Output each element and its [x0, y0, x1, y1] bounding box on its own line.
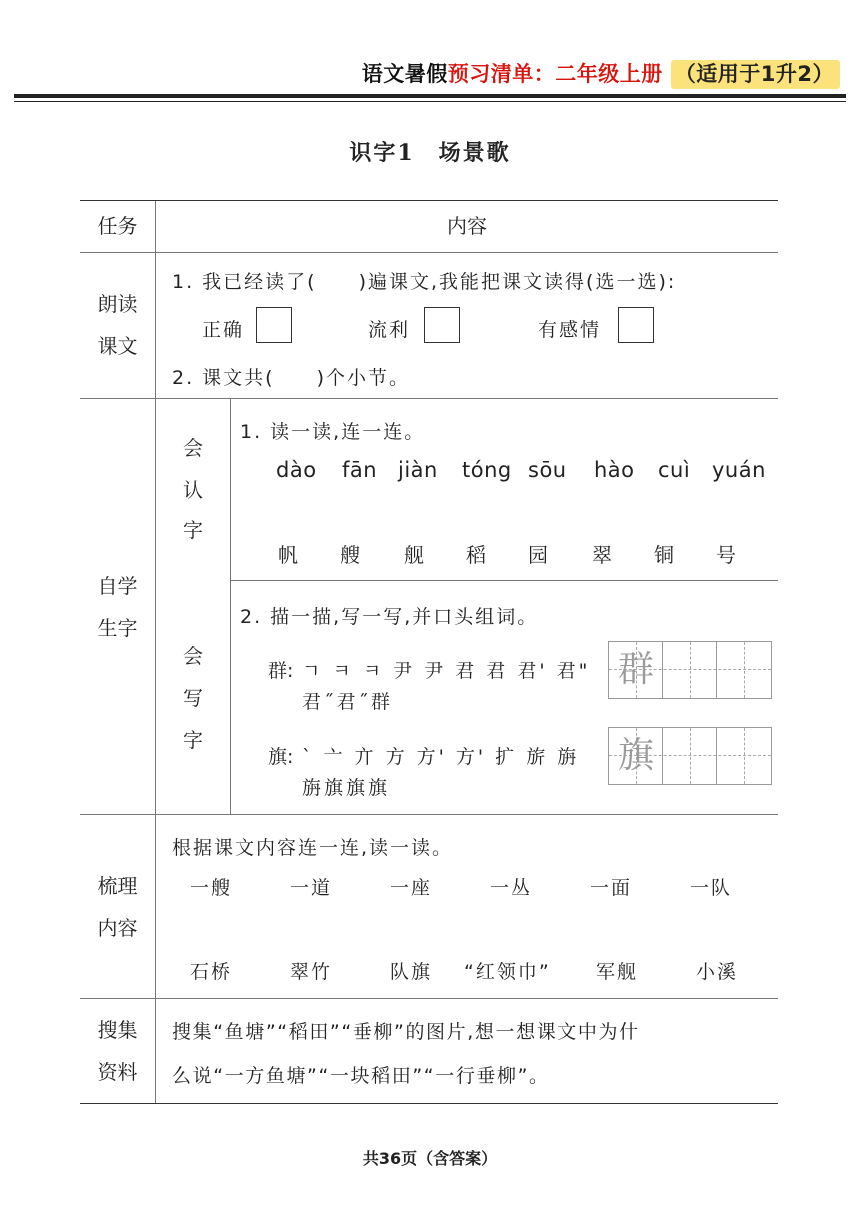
table-subcolumn-divider	[230, 398, 231, 814]
trace-character-2: 旗	[617, 735, 654, 776]
pinyin-item: fān	[342, 458, 378, 482]
table-divider	[230, 580, 778, 581]
sub-label-write-3: 字	[183, 728, 203, 752]
trace-character-1: 群	[617, 649, 654, 690]
row-label-study-2: 生字	[97, 616, 138, 640]
writing-grid-char2[interactable]	[608, 727, 772, 785]
option-fluent-label: 流利	[368, 319, 411, 341]
header-title	[362, 58, 840, 88]
table-divider	[80, 252, 778, 253]
col-header-task: 任务	[97, 214, 138, 238]
pinyin-item: dào	[276, 458, 317, 482]
sub-label-recognize-2: 认	[183, 478, 203, 502]
option-emotion-label: 有感情	[538, 319, 602, 341]
option-emotion-checkbox[interactable]	[618, 307, 654, 343]
measure-word: 一面	[590, 877, 633, 899]
worksheet-table	[80, 200, 778, 1104]
hanzi-item: 铜	[654, 543, 674, 567]
char1-strokes-line2: 君˝君˝群	[302, 691, 394, 713]
pinyin-item: cuì	[658, 458, 691, 482]
row-label-read-1: 朗读	[97, 292, 138, 316]
hanzi-item: 翠	[592, 543, 612, 567]
row-label-study-1: 自学	[97, 574, 138, 598]
row-label-collect-2: 资料	[97, 1060, 138, 1084]
noun-word: 军舰	[596, 961, 639, 983]
measure-word: 一丛	[490, 877, 533, 899]
sub-label-recognize-3: 字	[183, 518, 203, 542]
collect-line-2: 么说“一方鱼塘”“一块稻田”“一行垂柳”。	[172, 1065, 550, 1087]
write-instruction: 2. 描一描,写一写,并口头组词。	[240, 606, 539, 628]
measure-word: 一艘	[190, 877, 233, 899]
measure-word: 一队	[690, 877, 733, 899]
hanzi-item: 帆	[278, 543, 298, 567]
header-rule-thin	[14, 101, 846, 102]
pinyin-item: jiàn	[398, 458, 438, 482]
grid-guide	[690, 642, 691, 698]
sub-label-recognize-1: 会	[183, 436, 203, 460]
option-correct-label: 正确	[202, 319, 245, 341]
noun-word: 小溪	[696, 961, 739, 983]
recognize-instruction: 1. 读一读,连一连。	[240, 421, 426, 443]
grid-guide	[744, 728, 745, 784]
hanzi-item: 舰	[404, 543, 424, 567]
table-divider	[80, 998, 778, 999]
grid-guide	[744, 642, 745, 698]
noun-word: 石桥	[190, 961, 233, 983]
lesson-title: 识字1 场景歌	[349, 140, 511, 166]
hanzi-item: 艘	[340, 543, 360, 567]
char1-label: 群:	[268, 660, 294, 682]
option-fluent-checkbox[interactable]	[424, 307, 460, 343]
noun-word: “红领巾”	[464, 961, 551, 983]
page-footer: 共36页（含答案）	[362, 1149, 498, 1168]
pinyin-item: tóng	[462, 458, 512, 482]
header-rule-thick	[14, 94, 846, 98]
row-label-organize-1: 梳理	[97, 874, 138, 898]
header-title-highlight: （适用于1升2）	[671, 60, 840, 89]
pinyin-item: yuán	[712, 458, 766, 482]
collect-line-1: 搜集“鱼塘”“稻田”“垂柳”的图片,想一想课文中为什	[172, 1021, 640, 1043]
sub-label-write-2: 写	[183, 686, 203, 710]
table-divider	[80, 814, 778, 815]
hanzi-item: 号	[716, 543, 736, 567]
col-header-content: 内容	[447, 214, 487, 238]
header-title-part2: 预习清单：二年级上册	[447, 62, 663, 86]
writing-grid-char1[interactable]	[608, 641, 772, 699]
char2-strokes-line1: ` 亠 亣 方 方' 方' 扩 旂 旃	[302, 746, 580, 768]
noun-word: 队旗	[390, 961, 433, 983]
char1-strokes-line1: ㄱ ㅋ ㅋ 尹 尹 君 君 君' 君"	[302, 660, 591, 682]
table-divider	[80, 398, 778, 399]
row-label-organize-2: 内容	[97, 916, 138, 940]
char2-label: 旗:	[268, 746, 294, 768]
row-label-collect-1: 搜集	[97, 1018, 138, 1042]
row-label-read-2: 课文	[97, 334, 138, 358]
grid-guide	[690, 728, 691, 784]
sub-label-write-1: 会	[183, 644, 203, 668]
read-line-2: 2. 课文共( )个小节。	[172, 367, 410, 389]
organize-instruction: 根据课文内容连一连,读一读。	[172, 837, 454, 859]
option-correct-checkbox[interactable]	[256, 307, 292, 343]
pinyin-item: sōu	[528, 458, 567, 482]
pinyin-item: hào	[594, 458, 635, 482]
hanzi-item: 园	[528, 543, 548, 567]
noun-word: 翠竹	[290, 961, 333, 983]
hanzi-item: 稻	[466, 543, 486, 567]
measure-word: 一道	[290, 877, 333, 899]
measure-word: 一座	[390, 877, 433, 899]
char2-strokes-line2: 旃旗旗旗	[302, 777, 391, 799]
header-title-part1: 语文暑假	[361, 62, 448, 86]
read-line-1: 1. 我已经读了( )遍课文,我能把课文读得(选一选):	[172, 271, 677, 293]
